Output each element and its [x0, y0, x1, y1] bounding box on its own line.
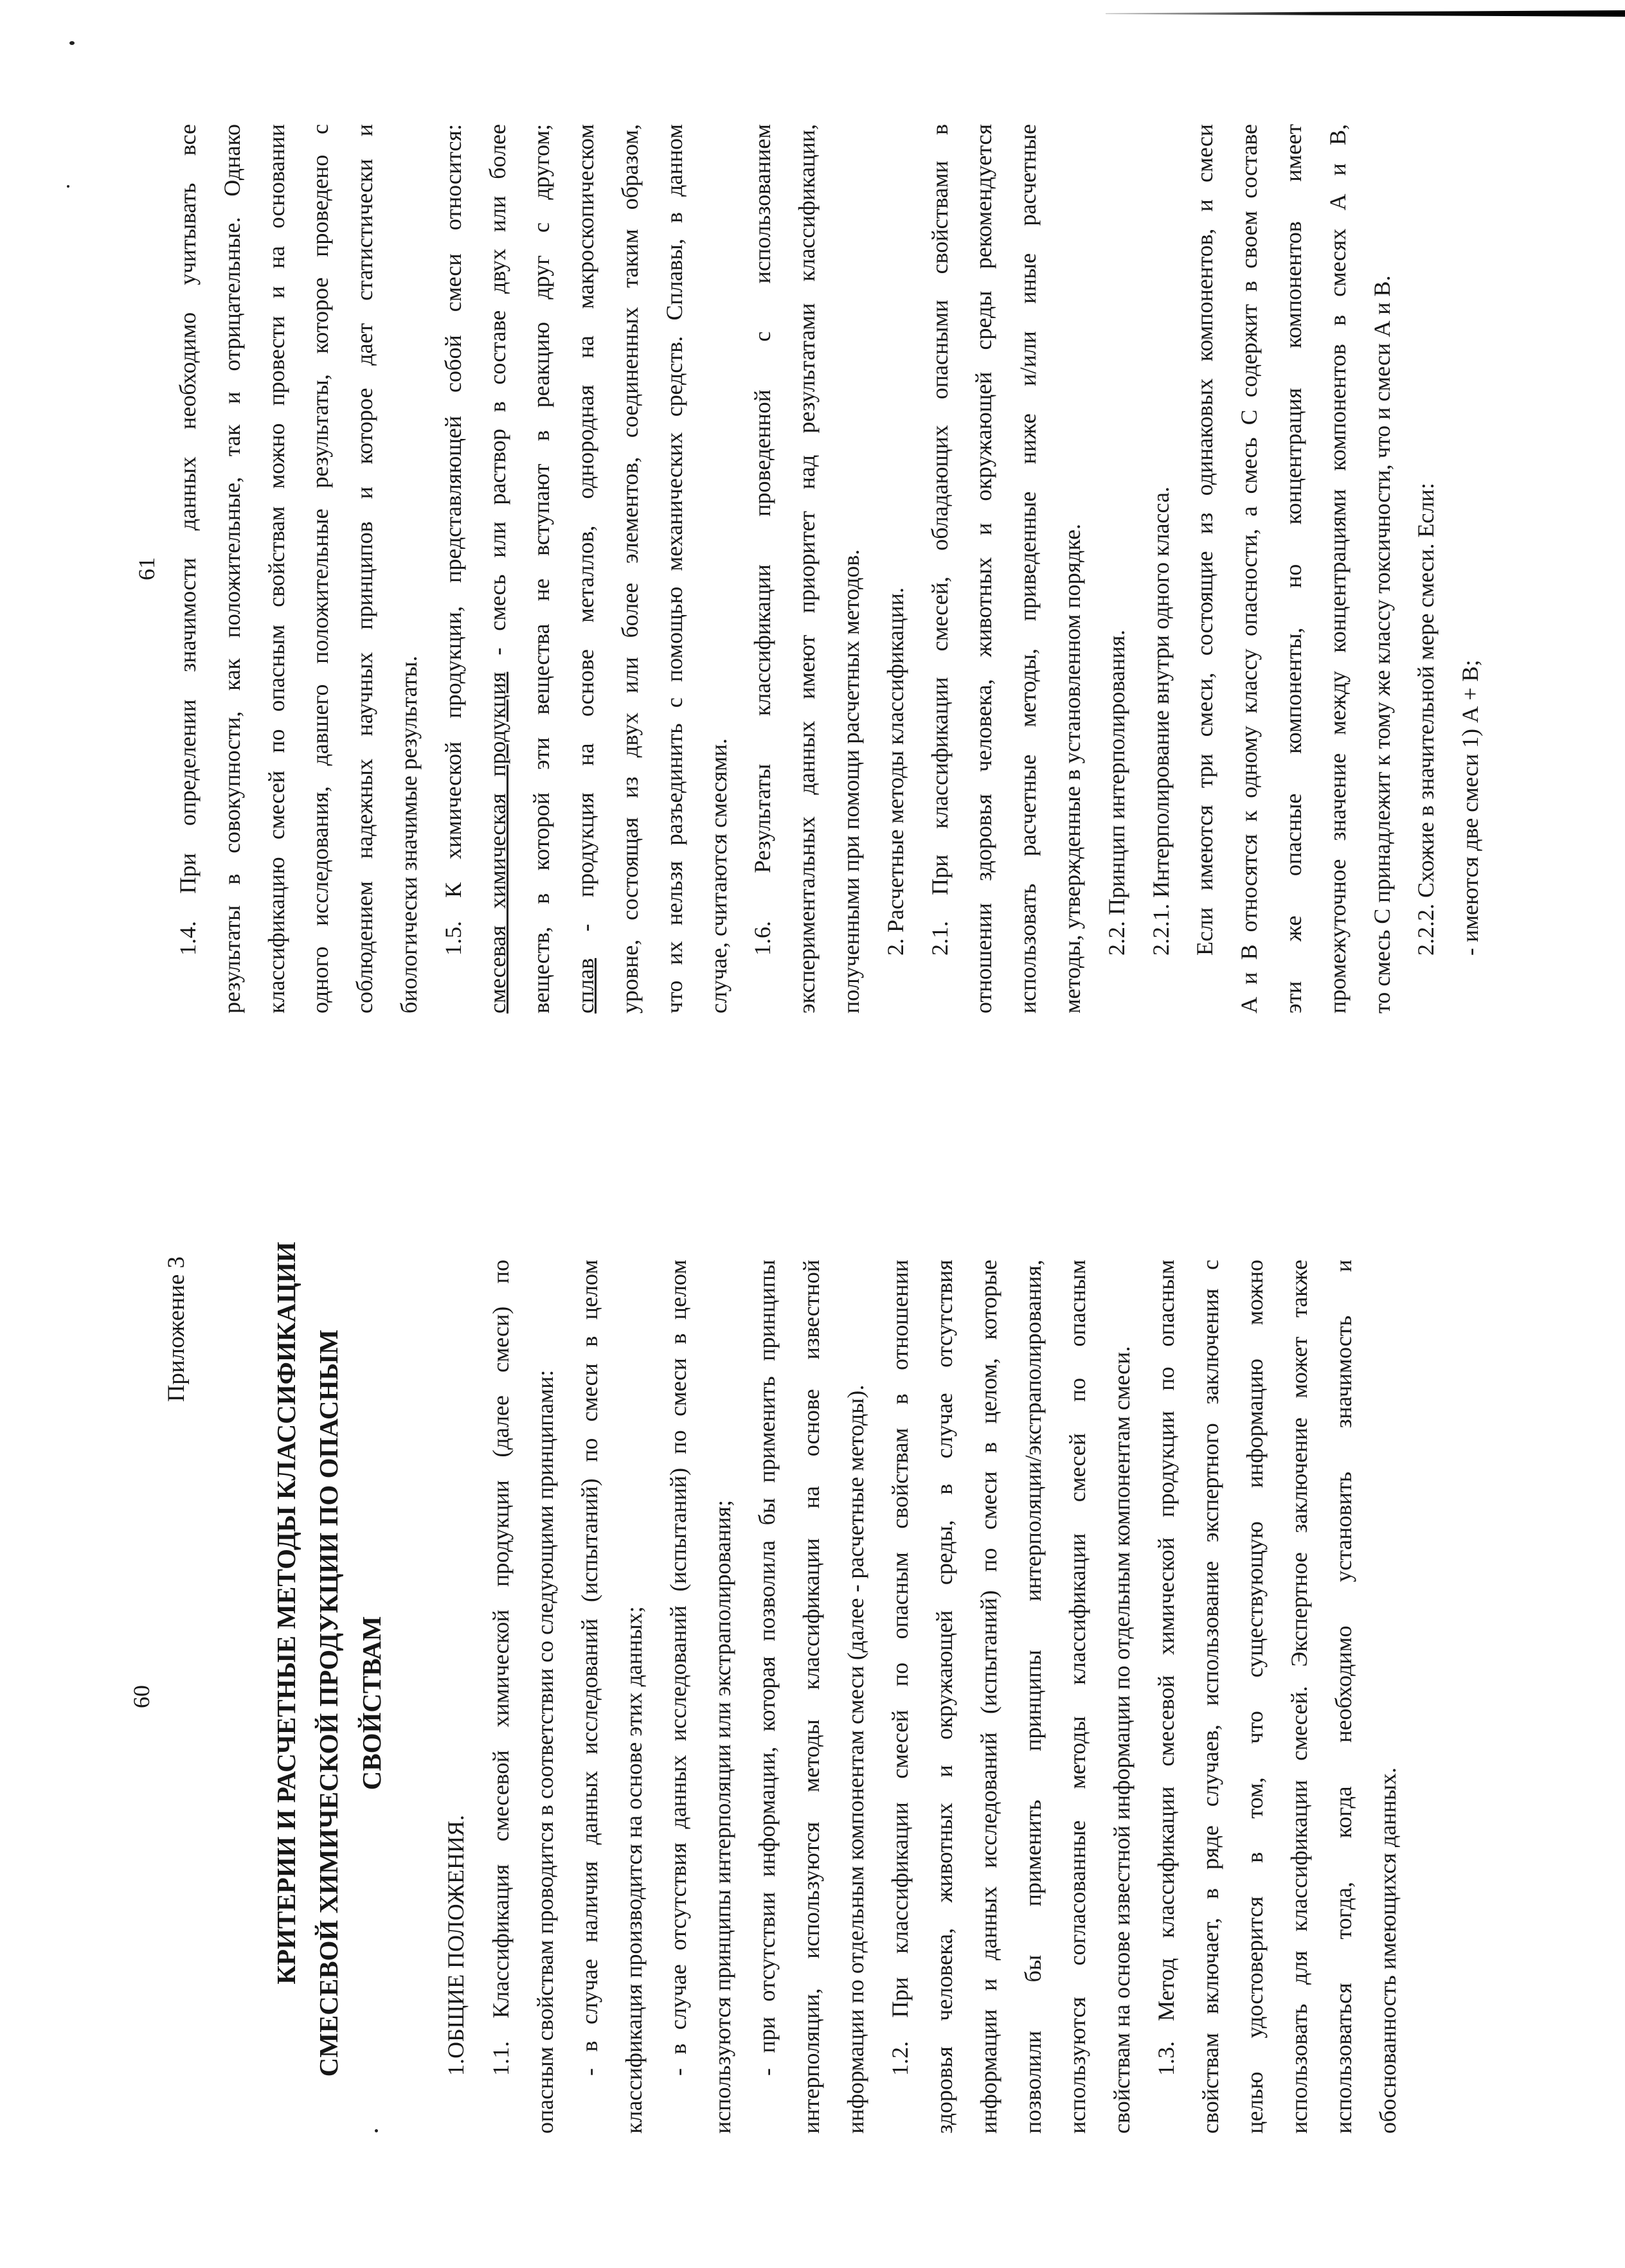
text-line: соблюдением надежных научных принципов и которое дает статистически и	[352, 124, 378, 1013]
text-line: позволили бы применить принципы интерполяции/экстраполирования,	[1020, 1260, 1046, 2134]
text-line: 1.3. Метод классификации смесевой химической продукции по опасным	[1153, 1260, 1179, 2076]
text-line: интерполяции, используются методы классификации на основе известной	[798, 1260, 824, 2134]
text-line: используются принципы интерполяции или экстраполирования;	[710, 1500, 735, 2134]
text-line: промежуточное значение между концентрациями компонентов в смесях А и В,	[1324, 124, 1351, 1013]
text-line: отношении здоровья человека, животных и окружающей среды рекомендуется	[971, 124, 997, 1013]
text-line: свойствам на основе известной информации по отдельным компонентам смеси.	[1109, 1346, 1135, 2134]
text-line: здоровья человека, животных и окружающей среды, в случае отсутствия	[931, 1260, 957, 2134]
text-line: свойствам включает, в ряде случаев, использование экспертного заключения с	[1198, 1260, 1223, 2134]
text-line: обоснованность имеющихся данных.	[1375, 1767, 1401, 2134]
text-line: - при отсутствии информации, которая позволила бы применить принципы	[754, 1260, 780, 2076]
text-line: использовать расчетные методы, приведенные ниже и/или иные расчетные	[1015, 124, 1041, 1013]
text-line: 1.1. Классификация смесевой химической продукции (далее смеси) по	[488, 1260, 514, 2076]
text-line: 1.4. При определении значимости данных необходимо учитывать все	[175, 124, 201, 956]
text-line	[571, 124, 600, 1013]
section-heading: 1.ОБЩИЕ ПОЛОЖЕНИЯ.	[443, 1815, 469, 2076]
text-line: полученными при помощи расчетных методов.	[838, 549, 864, 1013]
text-line: одного исследования, давшего положительные результаты, которое проведено с	[307, 124, 334, 1013]
text-line: классификацию смесей по опасным свойствам можно провести и на основании	[263, 124, 289, 1013]
text-line: результаты в совокупности, как положительные, так и отрицательные. Однако	[219, 124, 245, 1013]
defined-term: сплав	[573, 958, 599, 1013]
text-line: целью удостоверится в том, что существующую информацию можно	[1242, 1260, 1268, 2134]
text-line: экспериментальных данных имеют приоритет над результатами классификации,	[794, 124, 820, 1013]
page-number: 60	[129, 1685, 154, 1708]
document-title-line: СВОЙСТВАМ	[357, 1616, 386, 1790]
text-line: 2.1. При классификации смесей, обладающих опасными свойствами в	[926, 124, 953, 956]
page-number: 61	[134, 557, 159, 580]
text-line: случае, считаются смесями.	[705, 738, 732, 1013]
text-line: 1.6. Результаты классификации проведенной с использованием	[750, 124, 776, 956]
text-line: 2. Расчетные методы классификации.	[882, 587, 908, 956]
document-title-line: СМЕСЕВОЙ ХИМИЧЕСКОЙ ПРОДУКЦИИ ПО ОПАСНЫМ	[314, 1329, 343, 2077]
text-line: используются согласованные методы классификации смесей по опасным	[1064, 1260, 1090, 2134]
text-line: 2.2. Принцип интерполирования.	[1103, 629, 1129, 956]
text-line: то смесь С принадлежит к тому же классу токсичности, что и смеси А и В.	[1369, 275, 1395, 1013]
text-line: биологически значимые результаты.	[396, 656, 422, 1013]
text-segment: - продукция на основе металлов, однородная на макроскопическом	[573, 124, 599, 958]
appendix-label: Приложение 3	[163, 1256, 190, 1402]
text-line: эти же опасные компоненты, но концентрация компонентов имеет	[1280, 124, 1306, 1013]
text-line: использоваться тогда, когда необходимо установить значимость и	[1331, 1260, 1356, 2134]
text-line: Если имеются три смеси, состоящие из одинаковых компонентов, и смеси	[1192, 124, 1218, 956]
text-line: 2.2.1. Интерполирование внутри одного класса.	[1147, 487, 1174, 956]
page-61	[0, 124, 1625, 1013]
text-line: опасным свойствам проводится в соответствии со следующими принципами:	[532, 1370, 558, 2134]
text-line: 1.5. К химической продукции, представляющей собой смеси относится:	[440, 124, 466, 956]
page-60	[0, 1242, 1625, 2134]
text-line: уровне, состоящая из двух или более элементов, соединенных таким образом,	[617, 124, 643, 1013]
text-line: информации по отдельным компонентам смеси (далее - расчетные методы).	[843, 1384, 868, 2134]
text-line: 1.2. При классификации смесей по опасным свойствам в отношении	[887, 1260, 913, 2076]
text-line: - имеются две смеси 1) А + В;	[1457, 659, 1484, 956]
text-line: А и В относятся к одному классу опасности, а смесь С содержит в своем составе	[1236, 124, 1262, 1013]
text-line: - в случае наличия данных исследований (испытаний) по смеси в целом	[577, 1260, 602, 2076]
text-line: использовать для классификации смесей. Экспертное заключение может также	[1286, 1260, 1312, 2134]
text-line: методы, утвержденные в установленном порядке.	[1059, 523, 1085, 1013]
text-segment: - смесь или раствор в составе двух или более	[484, 124, 510, 672]
text-line: классификация производится на основе этих данных;	[621, 1606, 647, 2134]
text-line: что их нельзя разъединить с помощью механических средств. Сплавы, в данном	[661, 124, 687, 1013]
text-line	[483, 124, 512, 1013]
document-title-line: КРИТЕРИИ И РАСЧЕТНЫЕ МЕТОДЫ КЛАССИФИКАЦИИ	[271, 1242, 301, 1985]
defined-term: смесевая химическая продукция	[484, 672, 510, 1013]
text-line: - в случае отсутствия данных исследований (испытаний) по смеси в целом	[665, 1260, 691, 2076]
text-line: информации и данных исследований (испытаний) по смеси в целом, которые	[976, 1260, 1001, 2134]
text-line: веществ, в которой эти вещества не вступают в реакцию друг с другом;	[528, 124, 555, 1013]
text-line: 2.2.2. Схожие в значительной мере смеси. Если:	[1413, 483, 1439, 956]
